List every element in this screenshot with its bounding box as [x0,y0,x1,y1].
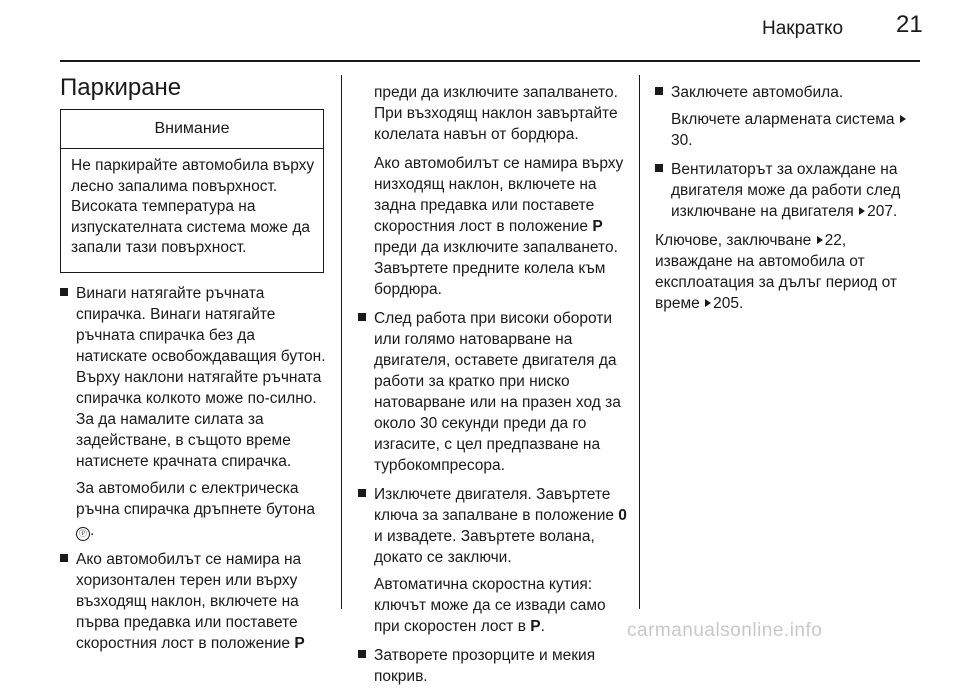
page-reference-icon [705,299,711,307]
warning-box [60,109,324,273]
gear-position-p: P [530,618,541,635]
item-text: Ако автомобилът се намира на хоризонтален терен или върху възходящ наклон, включете на първа предавка или поставете скоростния лост в положение [76,551,302,652]
middle-column [358,82,630,695]
item-text: Затворете прозорците и мекия покрив. [374,647,596,685]
paragraph: Ако автомобилът се намира върху низходящ наклон, включете на задна предавка или поставете скоростния лост в положение P преди да изключите запалването. Завъртете предните колела към бордюра. [374,155,624,298]
bullet-icon [358,489,366,497]
page-reference-icon [859,207,865,215]
page-reference[interactable]: 207. [867,203,898,220]
right-column [655,82,923,322]
header-divider [60,60,920,62]
page-reference[interactable]: 30. [671,132,693,149]
page-reference-icon [817,236,823,244]
bullet-icon [60,554,68,562]
list-item [655,82,923,151]
column-divider-left [341,75,342,609]
gear-position-p: P [294,635,305,652]
left-column [60,283,330,662]
page-number: 21 [896,11,923,38]
warning-text: Не паркирайте автомобила върху лесно запалима повърхност. Високата температура на изпускателната система може да запали тази повърхност. [71,157,315,256]
list-item [60,283,330,541]
bullet-icon [358,313,366,321]
section-title: Накратко [762,18,844,39]
item-subtext: Автоматична скоростна кутия: ключът може да се извади само при скоростен лост в P. [374,576,606,635]
list-item [60,549,330,654]
page-reference[interactable]: 205. [713,295,744,312]
warning-heading: Внимание [61,110,323,149]
list-item [358,645,630,687]
bullet-icon [60,288,68,296]
item-text: Заключете автомобила. [671,84,844,101]
parking-brake-icon: Ⓟ [76,527,90,541]
page-title: Паркиране [60,74,182,101]
item-text: Винаги натягайте ръчната спирачка. Винаги натягайте ръчната спирачка без да натискате освобождаващия бутон. Върху наклони натягайте ръчната спирачка колкото може по-силно. За да намалите силата за задействане, в същото време натиснете крачната спирачка. [76,285,326,470]
item-text: След работа при високи обороти или голямо натоварване на двигателя, оставете двигателя да работи за кратко при ниско натоварване или на празен ход за около 30 секунди преди да го изгасите, с цел предпазване на турбокомпресора. [374,310,621,474]
list-item [358,308,630,476]
item-subtext: За автомобили с електрическа ръчна спирачка дръпнете бутона Ⓟ . [76,480,315,539]
list-item: Вентилаторът за охлаждане на двигателя може да работи след изключване на двигателя 207. [655,159,923,222]
bullet-icon [655,87,663,95]
related-links: Ключове, заключване 22, изваждане на автомобила от експлоатация за дълъг период от време 205. [655,232,898,312]
list-item: Изключете двигателя. Завъртете ключа за запалване в положение 0 и извадете. Завъртете волана, докато се заключи. Автоматична скоростна кутия: ключът може да се извади само при скоростен лост в P. [358,484,630,637]
item-subtext: Включете алармената система 30. [671,109,923,151]
gear-position-p: P [592,218,603,235]
bullet-icon [655,164,663,172]
page-reference[interactable]: 22, [824,232,847,249]
page-reference-icon [900,115,906,123]
ignition-position-0: 0 [618,507,627,524]
paragraph: преди да изключите запалването. При възходящ наклон завъртайте колелата навън от бордюра. [374,84,618,143]
watermark: carmanualsonline.info [627,620,823,641]
column-divider-right [639,75,640,609]
bullet-icon [358,650,366,658]
